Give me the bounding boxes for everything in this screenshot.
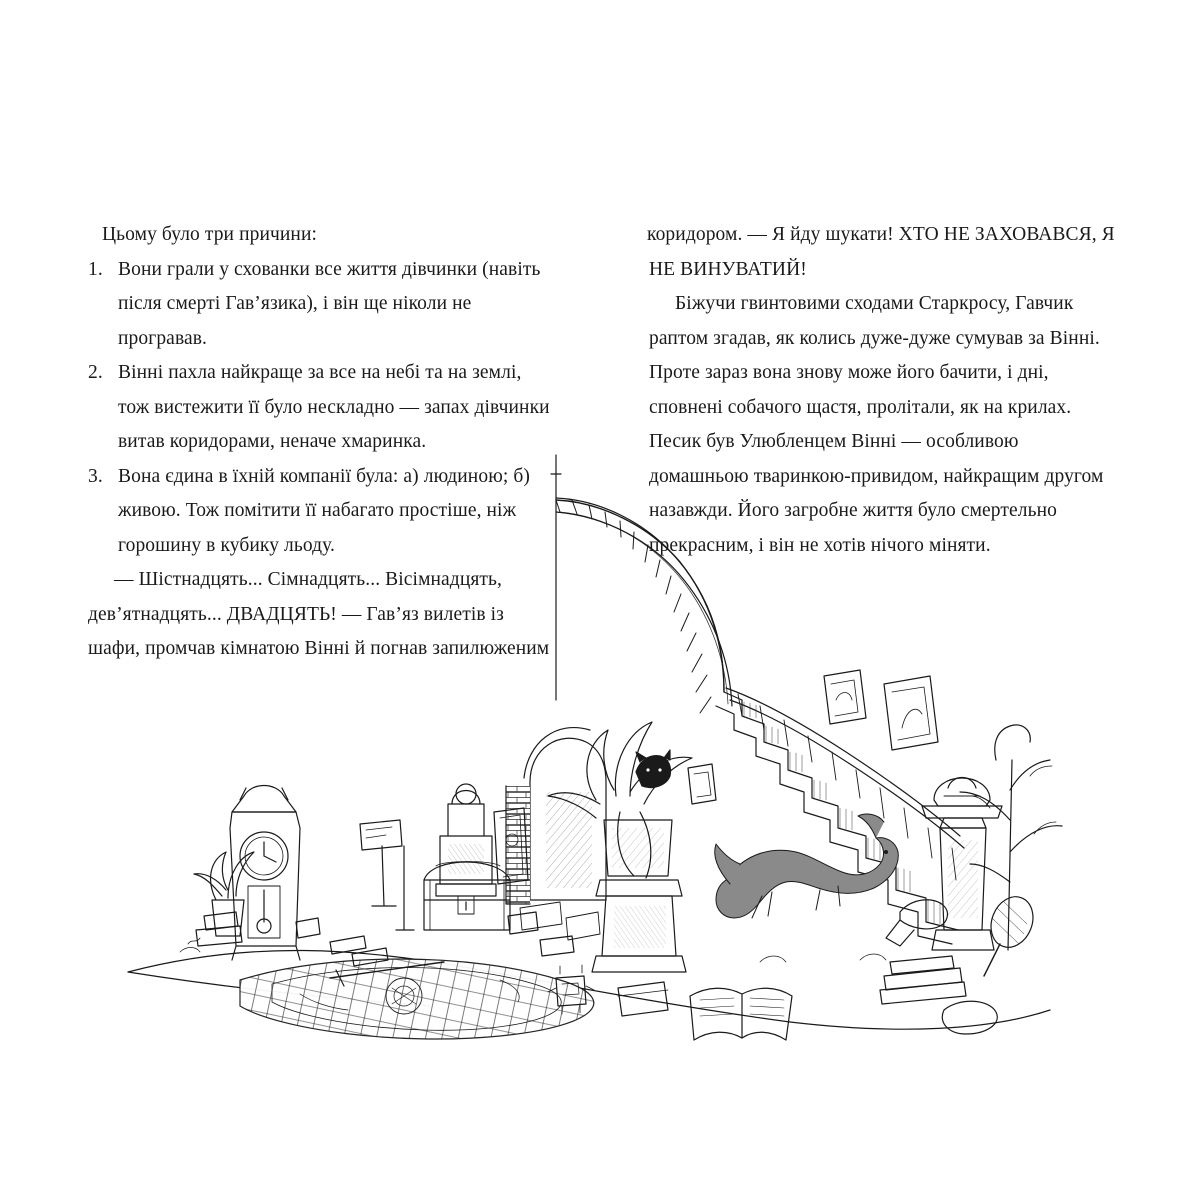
list-item-number: 2. — [88, 362, 103, 383]
list-item-number: 1. — [88, 258, 103, 280]
text-columns — [88, 218, 1118, 667]
continuation-paragraph: коридором. — Я йду шукати! ХТО НЕ ЗАХОВАВСЯ, Я НЕ ВИНУВАТИЙ! — [647, 224, 1115, 280]
list-item-number: 3. — [88, 465, 103, 487]
list-item-text: Вони грали у схованки все життя дівчинки (навіть після смерті Гав’язика), і він ще ніколи не програвав. — [118, 258, 541, 349]
reasons-list — [88, 253, 557, 564]
body-paragraph: Біжучи гвинтовими сходами Старкросу, Гавчик раптом згадав, як колись дуже-дуже сумував за Вінні. Проте зараз вона знову може його бачити, і дні, сповнені собачого щастя, пролітали, як на крилах. Песик був Улюбленцем Вінні — особливою домашньою тваринкою-привидом, найкращим другом назавжди. Його загробне життя було смертельно прекрасним, і він не хотів нічого міняти. — [649, 293, 1104, 556]
lead-paragraph: Цьому було три причини: — [102, 224, 318, 245]
list-item-text: Вона єдина в їхній компанії була: а) людиною; б) живою. Тож помітити її набагато простіше, ніж горошину в кубику льоду. — [118, 465, 530, 556]
list-item — [88, 253, 557, 357]
left-column — [88, 218, 557, 667]
list-item-text: Вінні пахла найкраще за все на небі та на землі, тож вистежити її було нескладно — запах дівчинки витав коридорами, неначе хмаринка. — [118, 362, 550, 452]
right-column — [649, 218, 1118, 667]
list-item — [88, 460, 557, 564]
dialogue-paragraph: — Шістнадцять... Сімнадцять... Вісімнадцять, дев’ятнадцять... ДВАДЦЯТЬ! — Гав’яз вилетів із шафи, промчав кімнатою Вінні й погнав запилюженим — [88, 569, 550, 659]
list-item — [88, 356, 557, 460]
